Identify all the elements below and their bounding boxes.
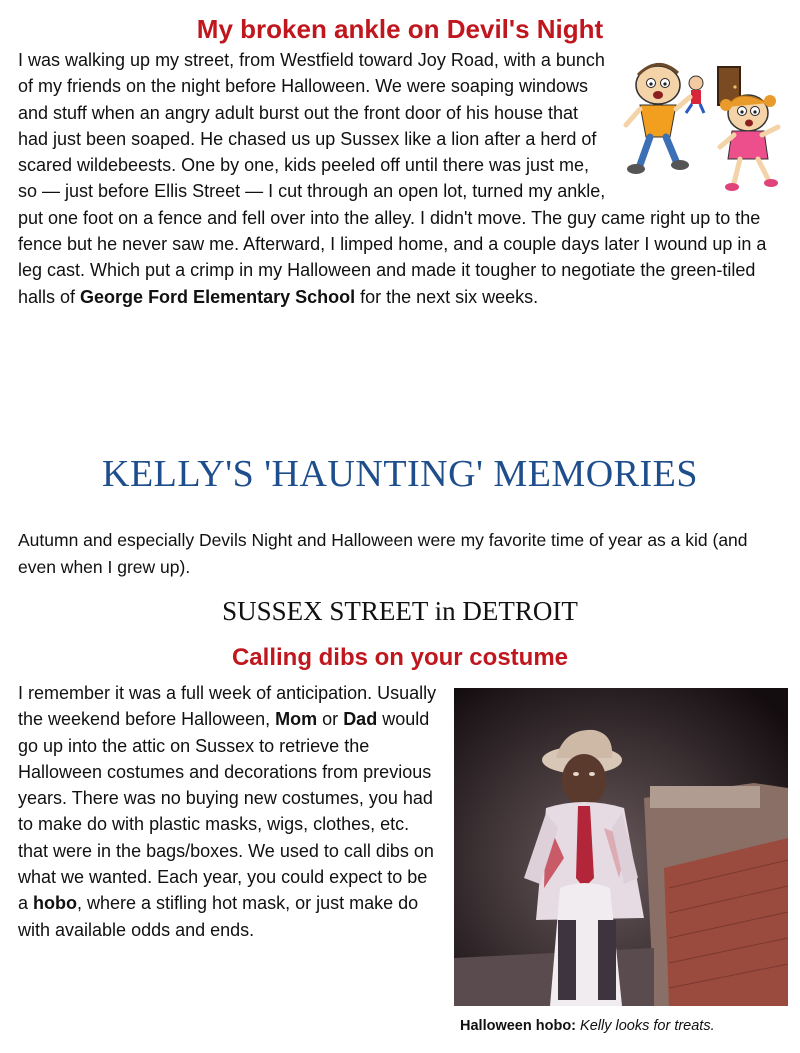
costume-text-3: would go up into the attic on Sussex to retrieve the Halloween costumes and decorations from previous years. There was no buying new costumes, you had to make do with plastic masks, wigs, clothes, etc. that were in the bags/boxes. We used to call dibs on what we wanted. Each year, you could expect to be a	[18, 709, 434, 914]
hobo-costume-photo	[454, 688, 788, 1006]
photo-caption	[460, 1018, 790, 1034]
caption-italic: Kelly looks for treats.	[580, 1018, 715, 1034]
fleeing-kids-cartoon	[618, 47, 786, 197]
dad-label: Dad	[343, 709, 378, 730]
section-title-calling-dibs: Calling dibs on your costume	[231, 644, 569, 671]
school-name: George Ford Elementary School	[80, 286, 356, 307]
broken-ankle-story	[18, 47, 786, 310]
costume-text-4: , where a stifling hot mask, or just make do with available odds and ends.	[18, 893, 419, 940]
costume-story	[18, 680, 438, 943]
intro-paragraph: Autumn and especially Devils Night and Halloween were my favorite time of year as a kid (and even when I grew up).	[18, 530, 748, 577]
story-text-part-1: I was walking up my street, from Westfield toward Joy Road, with a bunch of my friends on the night before Halloween. We were soaping windows and stuff when an angry adult burst out the front door of his house that had just been soaped. He chased us up Sussex like a lion after a herd of scared wildebeests. One by one, kids peeled off until there was just me, so — just before Ellis Street — I cut through an open lot, turned my ankle, put one foot on a fence and fell over into the alley. I didn't move. The guy came right up to the fence but he never saw me. Afterward, I limped home, and a couple days later I wound up in a leg cast. Which put a crimp in my Halloween and made it tougher to negotiate the green-tiled halls of	[18, 50, 767, 307]
mom-label: Mom	[275, 709, 318, 730]
page-heading-haunting-memories: KELLY'S 'HAUNTING' MEMORIES	[102, 453, 698, 495]
subheading-sussex-street: SUSSEX STREET in DETROIT	[222, 596, 578, 626]
section-title-broken-ankle: My broken ankle on Devil's Night	[196, 14, 604, 44]
costume-text-2: or	[317, 709, 344, 730]
story-text-part-2: for the next six weeks.	[355, 286, 539, 307]
costume-text-1: I remember it was a full week of anticipation. Usually the weekend before Halloween,	[18, 683, 437, 730]
caption-bold: Halloween hobo:	[460, 1018, 576, 1034]
hobo-label: hobo	[33, 893, 77, 914]
